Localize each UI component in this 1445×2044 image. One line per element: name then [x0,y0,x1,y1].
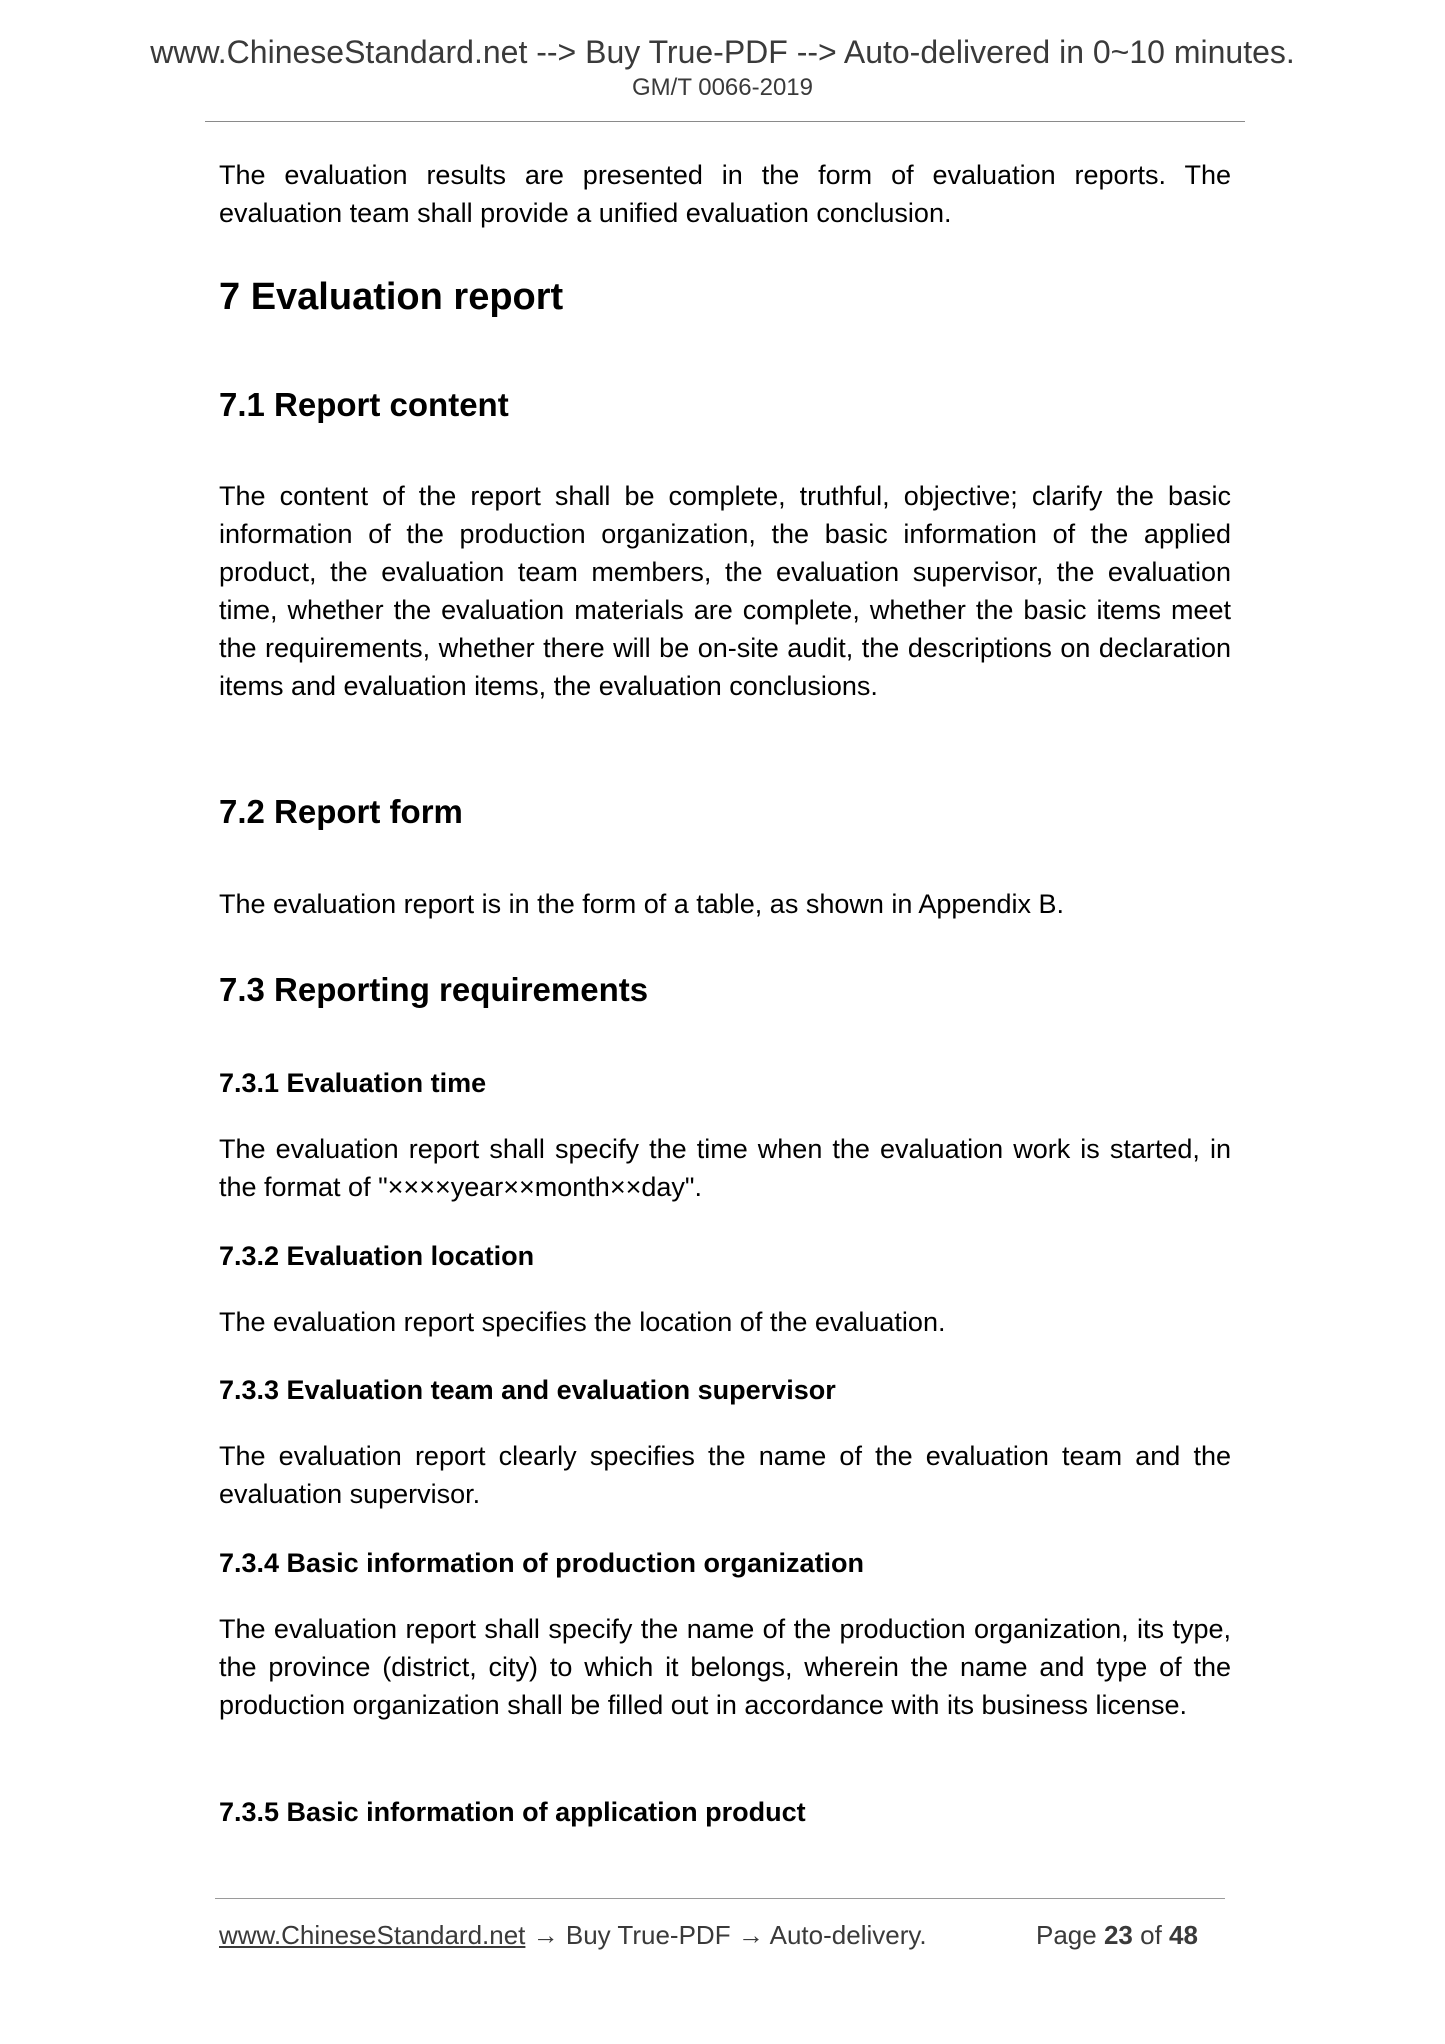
section-7-3-heading: 7.3 Reporting requirements [219,971,649,1008]
section-7-3-3-heading: 7.3.3 Evaluation team and evaluation supervisor [219,1375,836,1405]
footer-site-link[interactable]: www.ChineseStandard.net [219,1920,526,1950]
section-7-1-paragraph: The content of the report shall be complete, truthful, objective; clarify the basic information of the production organization, the basic information of the applied product, the evaluation team members, the evaluation supervisor, the evaluation time, whether the evaluation materials are complete, whether the basic items meet the requirements, whether there will be on-site audit, the descriptions on declaration items and evaluation items, the evaluation conclusions. [219,481,1231,701]
footer-buy-text: Buy True-PDF [565,1920,731,1950]
page-number: 23 [1103,1920,1133,1950]
section-7-heading: 7 Evaluation report [219,276,564,318]
footer-promo [219,1920,927,1951]
total-pages: 48 [1169,1920,1198,1950]
page-counter [1036,1920,1198,1951]
intro-paragraph: The evaluation results are presented in the form of evaluation reports. The evaluation team shall provide a unified evaluation conclusion. [219,160,1231,228]
arrow-icon: → [737,1920,764,1950]
section-7-2-paragraph: The evaluation report is in the form of a table, as shown in Appendix B. [219,889,1064,919]
section-7-3-1-heading: 7.3.1 Evaluation time [219,1068,487,1098]
arrow-icon: → [532,1920,559,1950]
of-label: of [1140,1920,1162,1950]
footer-auto-text: Auto-delivery. [769,1920,927,1950]
section-7-3-2-heading: 7.3.2 Evaluation location [219,1241,535,1271]
section-7-3-3-paragraph: The evaluation report clearly specifies the name of the evaluation team and the evaluation supervisor. [219,1441,1231,1509]
standard-code: GM/T 0066-2019 [632,74,813,101]
section-7-3-4-heading: 7.3.4 Basic information of production organization [219,1548,865,1578]
footer-divider [215,1898,1225,1899]
page-label: Page [1036,1920,1097,1950]
header-banner: www.ChineseStandard.net --> Buy True-PDF --> Auto-delivered in 0~10 minutes. [150,34,1295,70]
section-7-3-5-heading: 7.3.5 Basic information of application product [219,1797,806,1827]
section-7-3-2-paragraph: The evaluation report specifies the location of the evaluation. [219,1307,946,1337]
section-7-3-4-paragraph: The evaluation report shall specify the name of the production organization, its type, the province (district, city) to which it belongs, wherein the name and type of the production organization shall be filled out in accordance with its business license. [219,1614,1231,1720]
header-divider [205,121,1245,122]
section-7-1-heading: 7.1 Report content [219,386,509,423]
section-7-2-heading: 7.2 Report form [219,793,463,830]
section-7-3-1-paragraph: The evaluation report shall specify the time when the evaluation work is started, in the format of "××××year××month××day". [219,1134,1231,1202]
